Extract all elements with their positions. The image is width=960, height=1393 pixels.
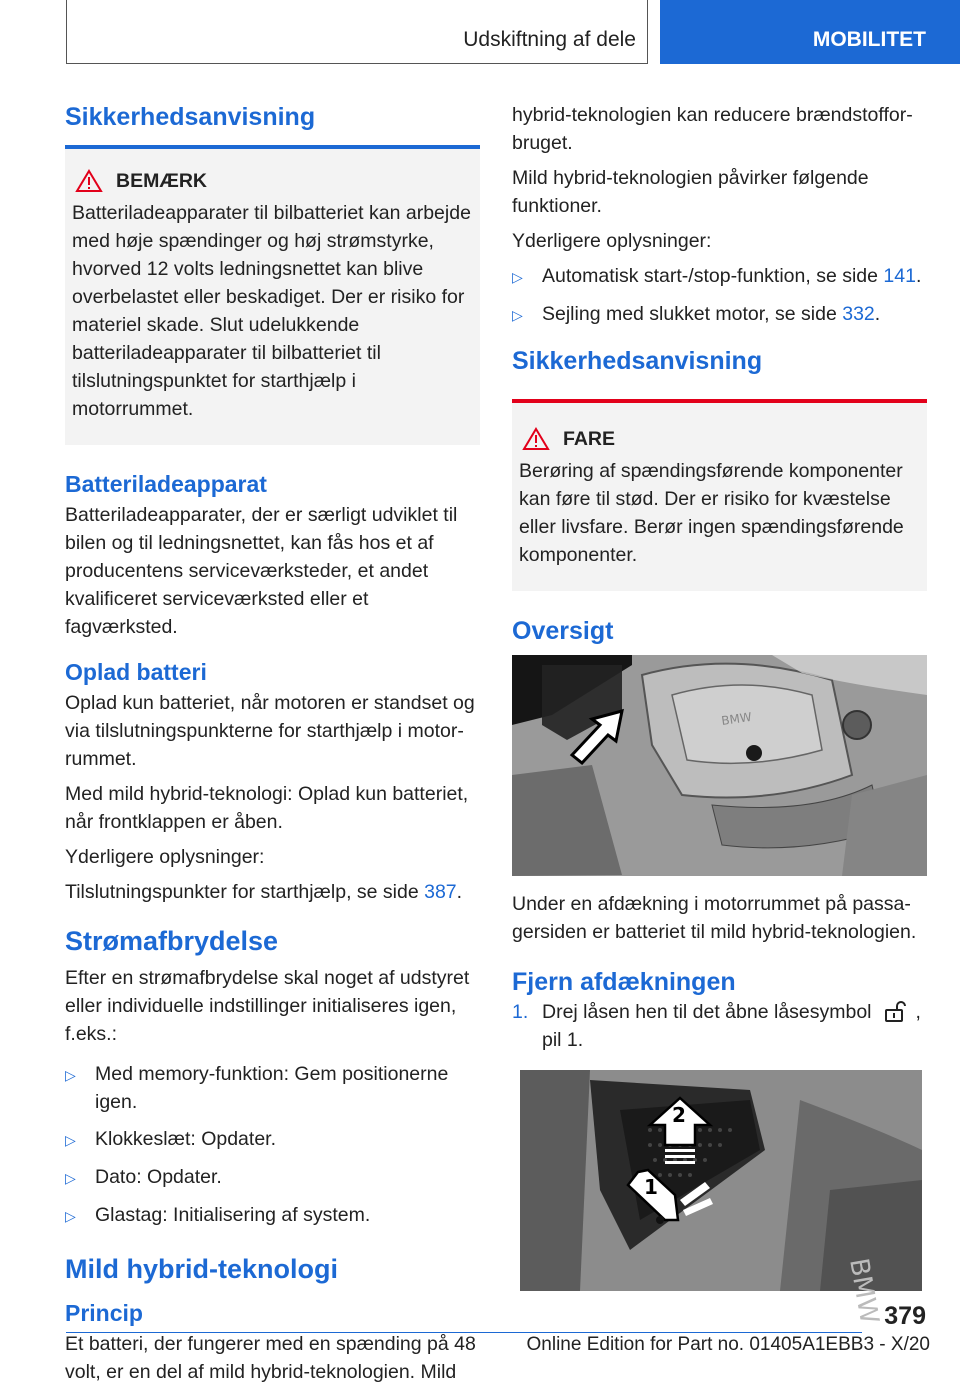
triangle-bullet-icon: ▷ xyxy=(65,1132,76,1148)
list-item-text: Sejling med slukket motor, se side xyxy=(542,303,843,325)
list-item: ▷ Automatisk start-/stop-funktion, se side 141. xyxy=(512,262,927,291)
triangle-bullet-icon: ▷ xyxy=(65,1170,76,1186)
list-item xyxy=(65,1201,480,1230)
danger-box xyxy=(512,399,927,591)
list-item-text: Klokkeslæt: Opdater. xyxy=(95,1128,277,1150)
footer-rule xyxy=(66,1332,862,1333)
heading-power-failure: Strømafbrydelse xyxy=(65,926,279,956)
danger-header xyxy=(519,425,921,453)
left-column xyxy=(65,101,480,1393)
list-item xyxy=(65,1125,480,1154)
page-link-387[interactable]: 387 xyxy=(424,881,457,903)
note-header xyxy=(72,167,474,195)
list-item: ▷ Sejling med slukket motor, se side 332. xyxy=(512,300,927,329)
step-number: 1. xyxy=(512,1001,529,1023)
list-item-text: Dato: Opdater. xyxy=(95,1166,222,1188)
engine-cover-logo: BMW xyxy=(720,709,753,728)
warning-triangle-icon xyxy=(76,170,102,192)
heading-overview: Oversigt xyxy=(512,617,614,645)
heading-safety: Sikkerhedsanvisning xyxy=(65,103,316,131)
step-text: Drej låsen hen til det åbne låsesymbol xyxy=(542,1001,872,1023)
step-item xyxy=(512,998,927,1054)
paragraph-principle: Et batteri, der fungerer med en spænding på 48 volt, er en del af mild hybrid-teknologien. Mild xyxy=(65,1333,476,1383)
heading-principle: Princip xyxy=(65,1300,143,1326)
arrow-label-2: 2 xyxy=(672,1103,686,1127)
header-chapter-tab[interactable]: MOBILITET xyxy=(660,0,960,64)
paragraph-power-failure: Efter en strømafbrydelse skal noget af udstyret eller individuelle indstillinger initialiseres igen, f.eks.: xyxy=(65,967,470,1045)
paragraph-overview: Under en afdækning i motorrummet på passagersiden er batteriet til mild hybrid-teknologien. xyxy=(512,893,917,943)
open-lock-icon xyxy=(882,1000,906,1022)
header-section-title: Udskiftning af dele xyxy=(463,28,636,51)
paragraph-charge-2: Med mild hybrid-teknologi: Oplad kun batteriet, når frontklappen er åben. xyxy=(65,783,469,833)
heading-mild-hybrid: Mild hybrid-teknologi xyxy=(65,1254,338,1284)
paragraph-affects: Mild hybrid-teknologien påvirker følgende funktioner. xyxy=(512,167,869,217)
paragraph-continued: hybrid-teknologien kan reducere brændstofforbruget. xyxy=(512,104,913,154)
heading-remove-cover: Fjern afdækningen xyxy=(512,968,736,996)
triangle-bullet-icon: ▷ xyxy=(512,269,523,285)
footer-edition: Online Edition for Part no. 01405A1EBB3 - X/20 xyxy=(526,1334,930,1355)
note-box xyxy=(65,145,480,445)
paragraph-charger: Batteriladeapparater, der er særligt udviklet til bilen og til ledningsnettet, kan fås hos et af producentens serviceværksteder, et andet kvalificeret serviceværksted eller et fagværksted. xyxy=(65,504,458,638)
page-number: 379 xyxy=(884,1302,926,1330)
engine-bay-illustration xyxy=(512,655,927,876)
paragraph-jumpstart-ref: Tilslutningspunkter for starthjælp, se side 387. xyxy=(65,881,463,903)
heading-safety-2: Sikkerhedsanvisning xyxy=(512,347,763,375)
paragraph-charge-1: Oplad kun batteriet, når motoren er standset og via tilslutningspunkterne for starthjælp i motorrummet. xyxy=(65,692,475,770)
triangle-bullet-icon: ▷ xyxy=(65,1208,76,1224)
step-text-tail: , pil 1. xyxy=(542,1001,921,1051)
list-item-text: Med memory-funktion: Gem positionerne igen. xyxy=(95,1063,449,1113)
page-link-141[interactable]: 141 xyxy=(883,265,916,287)
engine-logo-text: BMW xyxy=(843,1256,885,1327)
warning-triangle-icon xyxy=(523,428,549,450)
arrow-label-1: 1 xyxy=(644,1175,658,1199)
heading-charger: Batteriladeapparat xyxy=(65,471,267,497)
list-item-text: Glastag: Initialisering af system. xyxy=(95,1204,371,1226)
danger-title: FARE xyxy=(563,428,616,450)
triangle-bullet-icon: ▷ xyxy=(512,307,523,323)
note-text: Batteriladeapparater til bilbatteriet kan arbejde med høje spændinger og høj strømstyrke, hvorved 12 volts ledningsnettet kan blive overbelastet eller beskadiget. Der er risiko for materiel skade. Slut udelukkende batteriladeapparater til bilbatteriet til tilslutningspunktet for starthjælp i motorrummet. xyxy=(72,202,471,420)
paragraph-more-info: Yderligere oplysninger: xyxy=(512,230,712,252)
list-item xyxy=(65,1163,480,1192)
danger-text: Berøring af spændingsførende komponenter kan føre til stød. Der er risiko for kvæstelse eller livsfare. Berør ingen spændingsførende komponenter. xyxy=(519,460,904,566)
engine-bay-image xyxy=(512,655,927,876)
page-link-332[interactable]: 332 xyxy=(842,303,875,325)
jumpstart-ref-text: Tilslutningspunkter for starthjælp, se side xyxy=(65,881,425,903)
triangle-bullet-icon: ▷ xyxy=(65,1067,76,1083)
heading-charge-battery: Oplad batteri xyxy=(65,659,207,685)
list-item xyxy=(65,1060,480,1116)
paragraph-more-info: Yderligere oplysninger: xyxy=(65,846,265,868)
note-title: BEMÆRK xyxy=(116,170,207,192)
list-item-text: Automatisk start-/stop-funktion, se side xyxy=(542,265,884,287)
